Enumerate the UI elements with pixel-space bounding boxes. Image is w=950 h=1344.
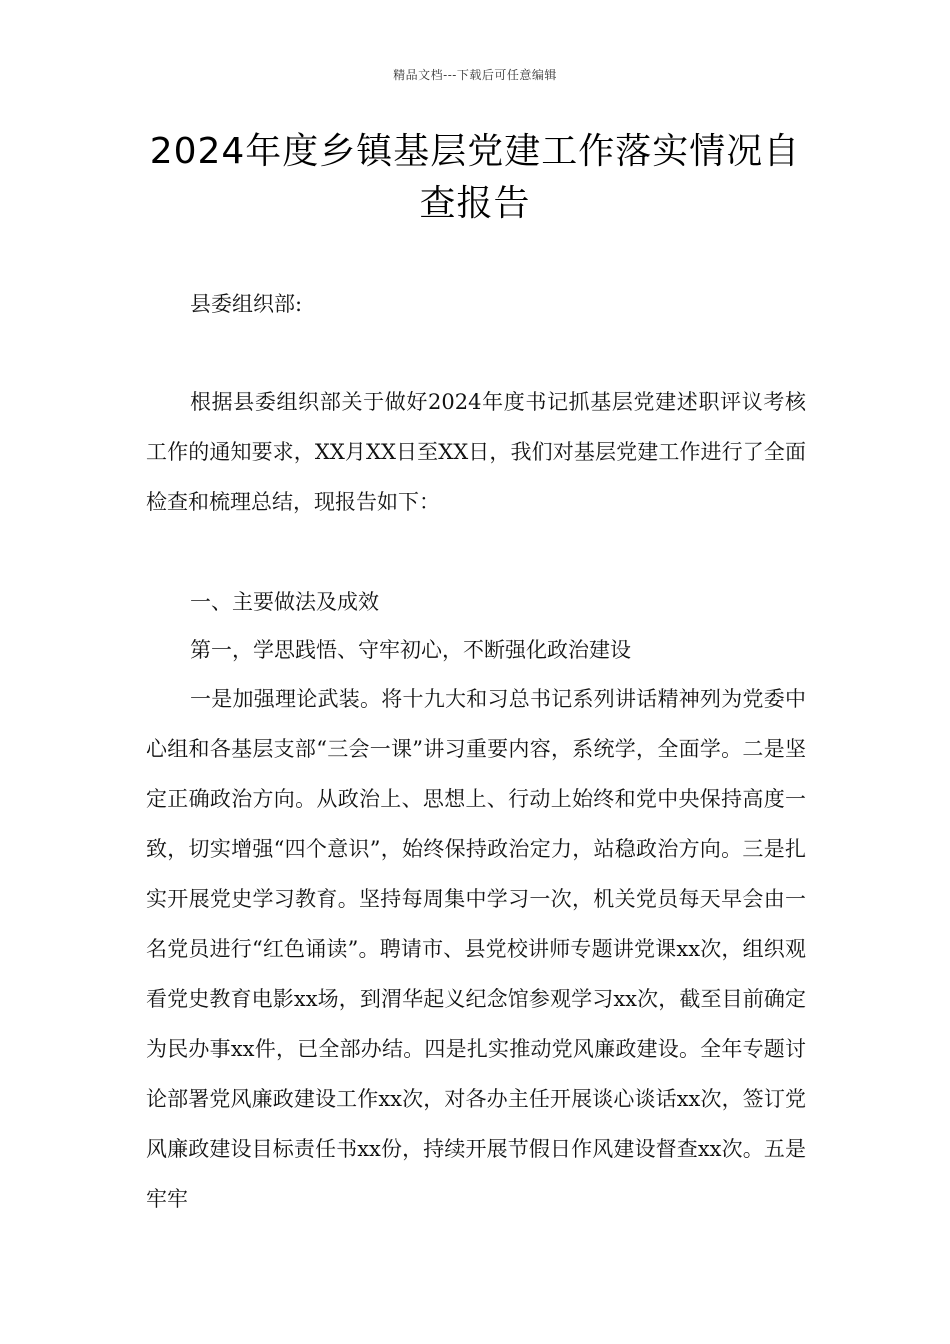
body-paragraph: 一是加强理论武装。将十九大和习总书记系列讲话精神列为党委中心组和各基层支部“三会一课”讲习重要内容，系统学，全面学。二是坚定正确政治方向。从政治上、思想上、行动上始终和党中央保持高度一致，切实增强“四个意识”，始终保持政治定力，站稳政治方向。三是扎实开展党史学习教育。坚持每周集中学习一次，机关党员每天早会由一名党员进行“红色诵读”。聘请市、县党校讲师专题讲党课xx次，组织观看党史教育电影xx场，到渭华起义纪念馆参观学习xx次，截至目前确定为民办事xx件，已全部办结。四是扎实推动党风廉政建设。全年专题讨论部署党风廉政建设工作xx次，对各办主任开展谈心谈话xx次，签订党风廉政建设目标责任书xx份，持续开展节假日作风建设督查xx次。五是牢牢: [146, 687, 806, 1211]
addressee-text: 县委组织部:: [190, 292, 303, 316]
subsection-heading: 第一，学思践悟、守牢初心，不断强化政治建设: [190, 638, 631, 662]
document-title: 2024年度乡镇基层党建工作落实情况自查报告: [149, 131, 801, 224]
addressee: [146, 279, 806, 329]
section-heading: 一、主要做法及成效: [190, 590, 379, 614]
header-note: 精品文档---下载后可任意编辑: [393, 68, 557, 82]
intro-paragraph: 根据县委组织部关于做好2024年度书记抓基层党建述职评议考核工作的通知要求，XX月XX日至XX日，我们对基层党建工作进行了全面检查和梳理总结，现报告如下：: [146, 390, 806, 514]
